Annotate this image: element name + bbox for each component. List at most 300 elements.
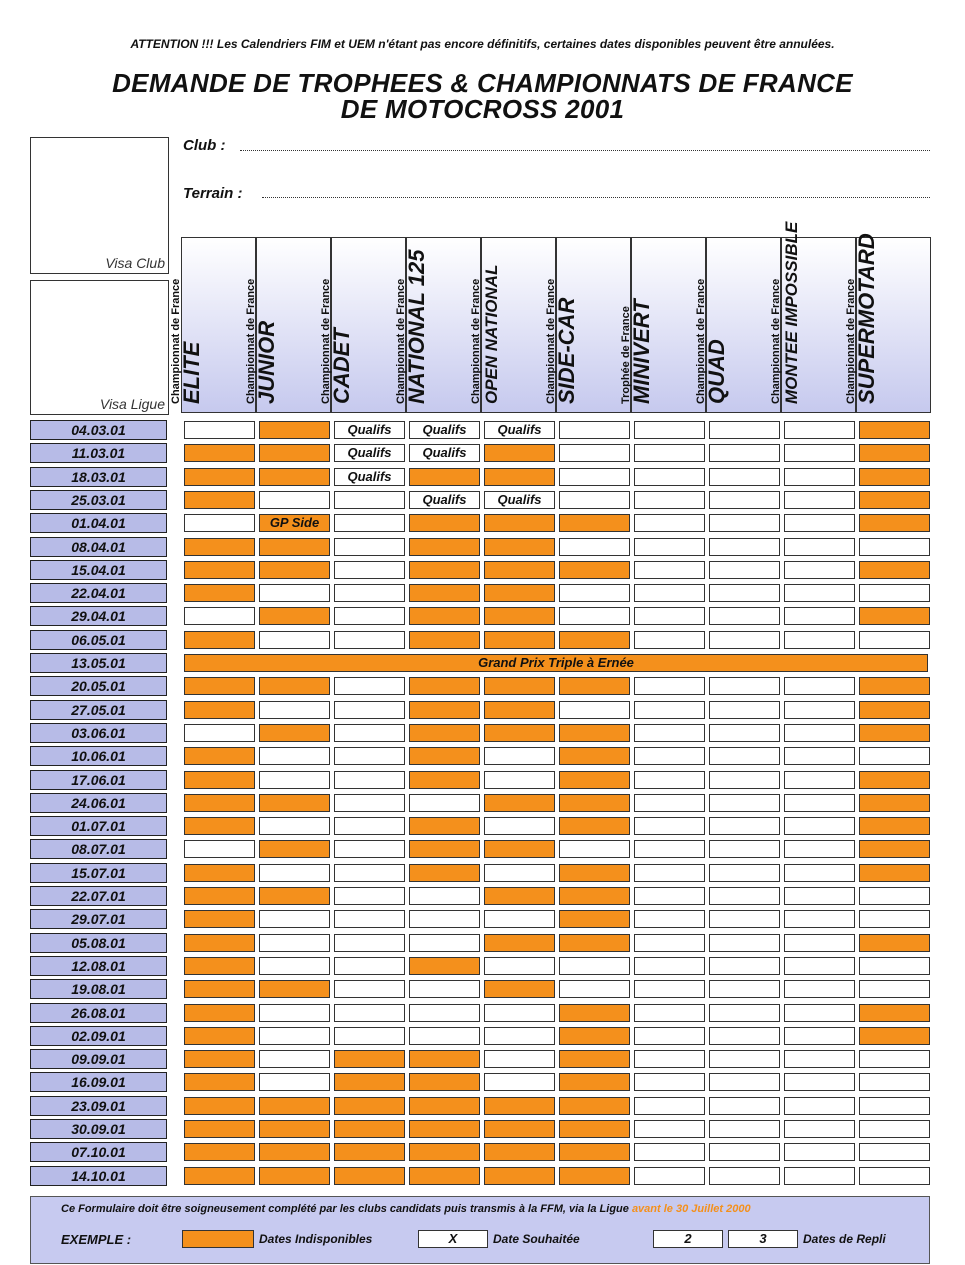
unavailable-cell [859, 561, 930, 579]
date-cell[interactable] [784, 817, 855, 835]
unavailable-cell [409, 1120, 480, 1138]
unavailable-cell [259, 840, 330, 858]
date-cell[interactable] [634, 444, 705, 462]
date-cell[interactable] [859, 980, 930, 998]
date-cell[interactable] [484, 817, 555, 835]
unavailable-cell [184, 561, 255, 579]
date-cell[interactable] [184, 724, 255, 742]
date-cell[interactable] [784, 1073, 855, 1091]
date-cell[interactable] [259, 1073, 330, 1091]
date-cell[interactable] [709, 421, 780, 439]
date-cell[interactable] [334, 631, 405, 649]
date-cell[interactable] [859, 887, 930, 905]
date-cell[interactable] [709, 1143, 780, 1161]
date-cell[interactable] [334, 584, 405, 602]
date-cell[interactable] [784, 910, 855, 928]
unavailable-cell [184, 910, 255, 928]
date-cell[interactable] [709, 1027, 780, 1045]
unavailable-cell [184, 1027, 255, 1045]
unavailable-cell [409, 468, 480, 486]
date-cell[interactable] [634, 724, 705, 742]
unavailable-cell [859, 934, 930, 952]
unavailable-cell [184, 631, 255, 649]
unavailable-cell [409, 840, 480, 858]
date-cell[interactable] [709, 1097, 780, 1115]
date-cell[interactable] [859, 1167, 930, 1185]
unavailable-cell [559, 1050, 630, 1068]
date-cell[interactable] [784, 980, 855, 998]
unavailable-cell [409, 771, 480, 789]
date-cell[interactable] [634, 584, 705, 602]
date-cell[interactable] [784, 1027, 855, 1045]
date-cell[interactable] [334, 980, 405, 998]
date-cell[interactable] [634, 701, 705, 719]
date-cell[interactable] [709, 794, 780, 812]
date-cell[interactable] [709, 468, 780, 486]
example-fallback-box-2: 3 [728, 1230, 798, 1248]
date-cell[interactable] [784, 514, 855, 532]
date-cell[interactable] [259, 1050, 330, 1068]
date-label: 23.09.01 [30, 1096, 167, 1116]
unavailable-cell [484, 468, 555, 486]
date-cell[interactable] [259, 747, 330, 765]
unavailable-cell [334, 1073, 405, 1091]
date-cell[interactable] [409, 887, 480, 905]
date-cell[interactable] [559, 444, 630, 462]
date-cell[interactable] [634, 771, 705, 789]
date-cell[interactable] [709, 444, 780, 462]
unavailable-cell [859, 468, 930, 486]
unavailable-cell [859, 1004, 930, 1022]
unavailable-cell [184, 887, 255, 905]
example-unavailable-label: Dates Indisponibles [259, 1232, 373, 1246]
date-cell[interactable] [709, 561, 780, 579]
date-cell[interactable] [634, 747, 705, 765]
date-cell[interactable] [334, 1004, 405, 1022]
unavailable-cell [259, 538, 330, 556]
date-cell[interactable] [334, 514, 405, 532]
date-cell[interactable] [784, 934, 855, 952]
date-label: 01.04.01 [30, 513, 167, 533]
event-cell: Qualifs [484, 491, 555, 509]
unavailable-cell [409, 514, 480, 532]
date-cell[interactable] [709, 1073, 780, 1091]
date-cell[interactable] [334, 538, 405, 556]
unavailable-cell [184, 677, 255, 695]
unavailable-cell [409, 701, 480, 719]
date-cell[interactable] [559, 468, 630, 486]
unavailable-cell [259, 1120, 330, 1138]
date-label: 11.03.01 [30, 443, 167, 463]
date-cell[interactable] [484, 957, 555, 975]
unavailable-cell [484, 794, 555, 812]
date-cell[interactable] [409, 1027, 480, 1045]
date-cell[interactable] [334, 934, 405, 952]
date-cell[interactable] [709, 910, 780, 928]
date-cell[interactable] [784, 607, 855, 625]
date-cell[interactable] [484, 864, 555, 882]
date-cell[interactable] [634, 561, 705, 579]
date-label: 20.05.01 [30, 676, 167, 696]
unavailable-cell [184, 468, 255, 486]
visa-ligue-box[interactable] [30, 280, 169, 415]
date-cell[interactable] [484, 747, 555, 765]
date-cell[interactable] [259, 771, 330, 789]
date-cell[interactable] [859, 1050, 930, 1068]
date-label: 26.08.01 [30, 1003, 167, 1023]
date-cell[interactable] [634, 538, 705, 556]
unavailable-cell [484, 887, 555, 905]
date-cell[interactable] [409, 910, 480, 928]
date-cell[interactable] [259, 934, 330, 952]
date-cell[interactable] [709, 887, 780, 905]
date-label: 17.06.01 [30, 770, 167, 790]
column-header-subtitle: Championnat de France [395, 278, 407, 404]
date-cell[interactable] [259, 817, 330, 835]
date-cell[interactable] [709, 840, 780, 858]
unavailable-cell [484, 934, 555, 952]
date-cell[interactable] [334, 701, 405, 719]
date-cell[interactable] [859, 1073, 930, 1091]
date-cell[interactable] [334, 840, 405, 858]
date-label: 19.08.01 [30, 979, 167, 999]
unavailable-cell [409, 1143, 480, 1161]
unavailable-cell [484, 584, 555, 602]
grand-prix-banner: Grand Prix Triple à Ernée [184, 654, 928, 672]
date-cell[interactable] [634, 934, 705, 952]
event-cell: Qualifs [334, 444, 405, 462]
date-cell[interactable] [784, 1143, 855, 1161]
terrain-field[interactable] [262, 197, 930, 198]
date-cell[interactable] [709, 538, 780, 556]
date-label: 10.06.01 [30, 746, 167, 766]
date-cell[interactable] [634, 817, 705, 835]
date-cell[interactable] [484, 1050, 555, 1068]
date-cell[interactable] [334, 771, 405, 789]
date-cell[interactable] [859, 910, 930, 928]
date-cell[interactable] [784, 701, 855, 719]
date-cell[interactable] [784, 794, 855, 812]
date-cell[interactable] [334, 677, 405, 695]
date-cell[interactable] [259, 910, 330, 928]
unavailable-cell [409, 631, 480, 649]
date-cell[interactable] [709, 724, 780, 742]
date-cell[interactable] [709, 607, 780, 625]
date-cell[interactable] [859, 584, 930, 602]
date-cell[interactable] [634, 1097, 705, 1115]
date-cell[interactable] [409, 1004, 480, 1022]
unavailable-cell [859, 444, 930, 462]
unavailable-cell [484, 444, 555, 462]
date-cell[interactable] [859, 1097, 930, 1115]
date-cell[interactable] [334, 957, 405, 975]
unavailable-cell [184, 934, 255, 952]
column-header-title: SIDE-CAR [554, 297, 579, 404]
date-cell[interactable] [784, 1097, 855, 1115]
date-cell[interactable] [484, 1027, 555, 1045]
date-cell[interactable] [784, 864, 855, 882]
date-cell[interactable] [334, 1027, 405, 1045]
unavailable-cell [259, 677, 330, 695]
date-cell[interactable] [559, 607, 630, 625]
unavailable-cell [409, 747, 480, 765]
date-cell[interactable] [184, 421, 255, 439]
date-label: 06.05.01 [30, 630, 167, 650]
unavailable-cell [559, 677, 630, 695]
date-cell[interactable] [784, 957, 855, 975]
date-cell[interactable] [559, 957, 630, 975]
unavailable-cell [859, 421, 930, 439]
date-cell[interactable] [334, 491, 405, 509]
unavailable-cell [559, 771, 630, 789]
unavailable-cell [484, 1167, 555, 1185]
date-cell[interactable] [709, 1004, 780, 1022]
date-cell[interactable] [709, 1167, 780, 1185]
date-cell[interactable] [259, 864, 330, 882]
date-cell[interactable] [409, 794, 480, 812]
date-label: 02.09.01 [30, 1026, 167, 1046]
unavailable-cell [409, 1073, 480, 1091]
date-cell[interactable] [784, 1050, 855, 1068]
unavailable-cell [559, 1143, 630, 1161]
date-cell[interactable] [784, 1120, 855, 1138]
date-cell[interactable] [559, 840, 630, 858]
date-cell[interactable] [784, 887, 855, 905]
date-cell[interactable] [259, 1004, 330, 1022]
unavailable-cell [184, 491, 255, 509]
date-cell[interactable] [634, 957, 705, 975]
unavailable-cell [184, 980, 255, 998]
date-cell[interactable] [709, 957, 780, 975]
date-cell[interactable] [184, 607, 255, 625]
unavailable-cell [559, 887, 630, 905]
terrain-label: Terrain : [183, 185, 243, 202]
column-header-subtitle: Trophée de France [620, 306, 632, 404]
unavailable-cell [184, 1073, 255, 1091]
date-cell[interactable] [709, 864, 780, 882]
date-cell[interactable] [634, 1027, 705, 1045]
column-header-subtitle: Championnat de France [320, 278, 332, 404]
event-cell: Qualifs [334, 421, 405, 439]
date-cell[interactable] [334, 561, 405, 579]
date-cell[interactable] [634, 421, 705, 439]
date-cell[interactable] [784, 840, 855, 858]
date-cell[interactable] [709, 980, 780, 998]
date-cell[interactable] [784, 677, 855, 695]
unavailable-cell [859, 607, 930, 625]
club-field[interactable] [240, 150, 930, 151]
date-cell[interactable] [559, 538, 630, 556]
date-cell[interactable] [784, 631, 855, 649]
date-cell[interactable] [559, 980, 630, 998]
date-label: 16.09.01 [30, 1072, 167, 1092]
date-label: 24.06.01 [30, 793, 167, 813]
date-label: 08.04.01 [30, 537, 167, 557]
date-cell[interactable] [559, 421, 630, 439]
unavailable-cell [559, 561, 630, 579]
date-cell[interactable] [709, 1050, 780, 1068]
unavailable-cell [859, 701, 930, 719]
unavailable-cell [409, 724, 480, 742]
date-cell[interactable] [859, 631, 930, 649]
visa-ligue-label: Visa Ligue [99, 396, 165, 412]
date-cell[interactable] [484, 1073, 555, 1091]
date-cell[interactable] [709, 1120, 780, 1138]
visa-club-box[interactable] [30, 137, 169, 274]
page-title-line-1: DEMANDE DE TROPHEES & CHAMPIONNATS DE FRANCE [112, 68, 853, 98]
date-cell[interactable] [559, 584, 630, 602]
date-cell[interactable] [634, 1073, 705, 1091]
date-cell[interactable] [634, 1143, 705, 1161]
date-cell[interactable] [334, 724, 405, 742]
date-cell[interactable] [334, 747, 405, 765]
example-fallback-label: Dates de Repli [803, 1232, 886, 1246]
date-cell[interactable] [259, 631, 330, 649]
visa-club-label: Visa Club [105, 255, 165, 271]
unavailable-cell [184, 747, 255, 765]
date-cell[interactable] [634, 631, 705, 649]
column-header-title: OPEN NATIONAL [482, 264, 501, 404]
date-cell[interactable] [709, 701, 780, 719]
date-cell[interactable] [634, 910, 705, 928]
date-cell[interactable] [859, 747, 930, 765]
column-header [845, 233, 931, 413]
date-cell[interactable] [634, 491, 705, 509]
date-cell[interactable] [634, 468, 705, 486]
date-cell[interactable] [259, 957, 330, 975]
date-cell[interactable] [559, 701, 630, 719]
date-cell[interactable] [484, 1004, 555, 1022]
example-fallback-box-1: 2 [653, 1230, 723, 1248]
unavailable-cell [409, 864, 480, 882]
unavailable-cell [484, 724, 555, 742]
date-cell[interactable] [334, 910, 405, 928]
date-cell[interactable] [784, 468, 855, 486]
date-cell[interactable] [784, 1167, 855, 1185]
unavailable-cell [184, 584, 255, 602]
date-cell[interactable] [334, 607, 405, 625]
unavailable-cell [559, 794, 630, 812]
date-cell[interactable] [709, 584, 780, 602]
date-cell[interactable] [784, 584, 855, 602]
unavailable-cell [259, 421, 330, 439]
unavailable-cell [409, 607, 480, 625]
unavailable-cell [334, 1143, 405, 1161]
date-cell[interactable] [634, 1167, 705, 1185]
event-cell: Qualifs [334, 468, 405, 486]
date-cell[interactable] [334, 864, 405, 882]
date-cell[interactable] [784, 491, 855, 509]
date-cell[interactable] [409, 934, 480, 952]
date-cell[interactable] [259, 584, 330, 602]
unavailable-cell [334, 1167, 405, 1185]
unavailable-cell [484, 1143, 555, 1161]
date-cell[interactable] [859, 538, 930, 556]
page-title-line-2: DE MOTOCROSS 2001 [340, 94, 625, 124]
date-cell[interactable] [334, 794, 405, 812]
unavailable-cell [559, 747, 630, 765]
column-header-subtitle: Championnat de France [470, 278, 482, 404]
unavailable-cell [334, 1120, 405, 1138]
column-header-title: JUNIOR [254, 320, 279, 404]
column-header-subtitle: Championnat de France [170, 278, 182, 404]
date-cell[interactable] [784, 421, 855, 439]
date-cell[interactable] [709, 677, 780, 695]
date-cell[interactable] [409, 980, 480, 998]
date-cell[interactable] [634, 677, 705, 695]
unavailable-cell [559, 1004, 630, 1022]
date-cell[interactable] [859, 1143, 930, 1161]
date-cell[interactable] [634, 1120, 705, 1138]
date-cell[interactable] [784, 747, 855, 765]
unavailable-cell [184, 794, 255, 812]
date-cell[interactable] [709, 491, 780, 509]
date-label: 13.05.01 [30, 653, 167, 673]
unavailable-cell [184, 771, 255, 789]
unavailable-cell [484, 1120, 555, 1138]
date-cell[interactable] [634, 887, 705, 905]
date-cell[interactable] [634, 514, 705, 532]
date-cell[interactable] [859, 957, 930, 975]
date-cell[interactable] [859, 1120, 930, 1138]
column-header-subtitle: Championnat de France [545, 278, 557, 404]
unavailable-cell [484, 631, 555, 649]
date-cell[interactable] [784, 724, 855, 742]
date-cell[interactable] [184, 840, 255, 858]
date-cell[interactable] [784, 444, 855, 462]
date-label: 03.06.01 [30, 723, 167, 743]
date-cell[interactable] [334, 817, 405, 835]
date-cell[interactable] [634, 840, 705, 858]
unavailable-cell [184, 1167, 255, 1185]
date-cell[interactable] [784, 538, 855, 556]
date-cell[interactable] [184, 514, 255, 532]
date-label: 22.04.01 [30, 583, 167, 603]
date-cell[interactable] [784, 561, 855, 579]
date-cell[interactable] [784, 1004, 855, 1022]
date-cell[interactable] [484, 910, 555, 928]
unavailable-cell [184, 1004, 255, 1022]
date-cell[interactable] [259, 701, 330, 719]
date-cell[interactable] [334, 887, 405, 905]
date-cell[interactable] [634, 607, 705, 625]
date-cell[interactable] [259, 491, 330, 509]
date-cell[interactable] [709, 934, 780, 952]
date-cell[interactable] [259, 1027, 330, 1045]
unavailable-cell [559, 864, 630, 882]
date-cell[interactable] [634, 864, 705, 882]
date-cell[interactable] [559, 491, 630, 509]
date-cell[interactable] [784, 771, 855, 789]
example-wished-box: X [418, 1230, 488, 1248]
date-label: 07.10.01 [30, 1142, 167, 1162]
unavailable-cell [184, 864, 255, 882]
date-cell[interactable] [709, 747, 780, 765]
unavailable-cell [184, 1097, 255, 1115]
unavailable-cell [559, 817, 630, 835]
date-cell[interactable] [709, 817, 780, 835]
unavailable-cell [484, 980, 555, 998]
date-cell[interactable] [709, 631, 780, 649]
date-cell[interactable] [484, 771, 555, 789]
date-cell[interactable] [634, 794, 705, 812]
date-cell[interactable] [709, 771, 780, 789]
unavailable-cell [859, 724, 930, 742]
date-cell[interactable] [634, 1050, 705, 1068]
date-cell[interactable] [709, 514, 780, 532]
date-cell[interactable] [634, 980, 705, 998]
date-cell[interactable] [634, 1004, 705, 1022]
